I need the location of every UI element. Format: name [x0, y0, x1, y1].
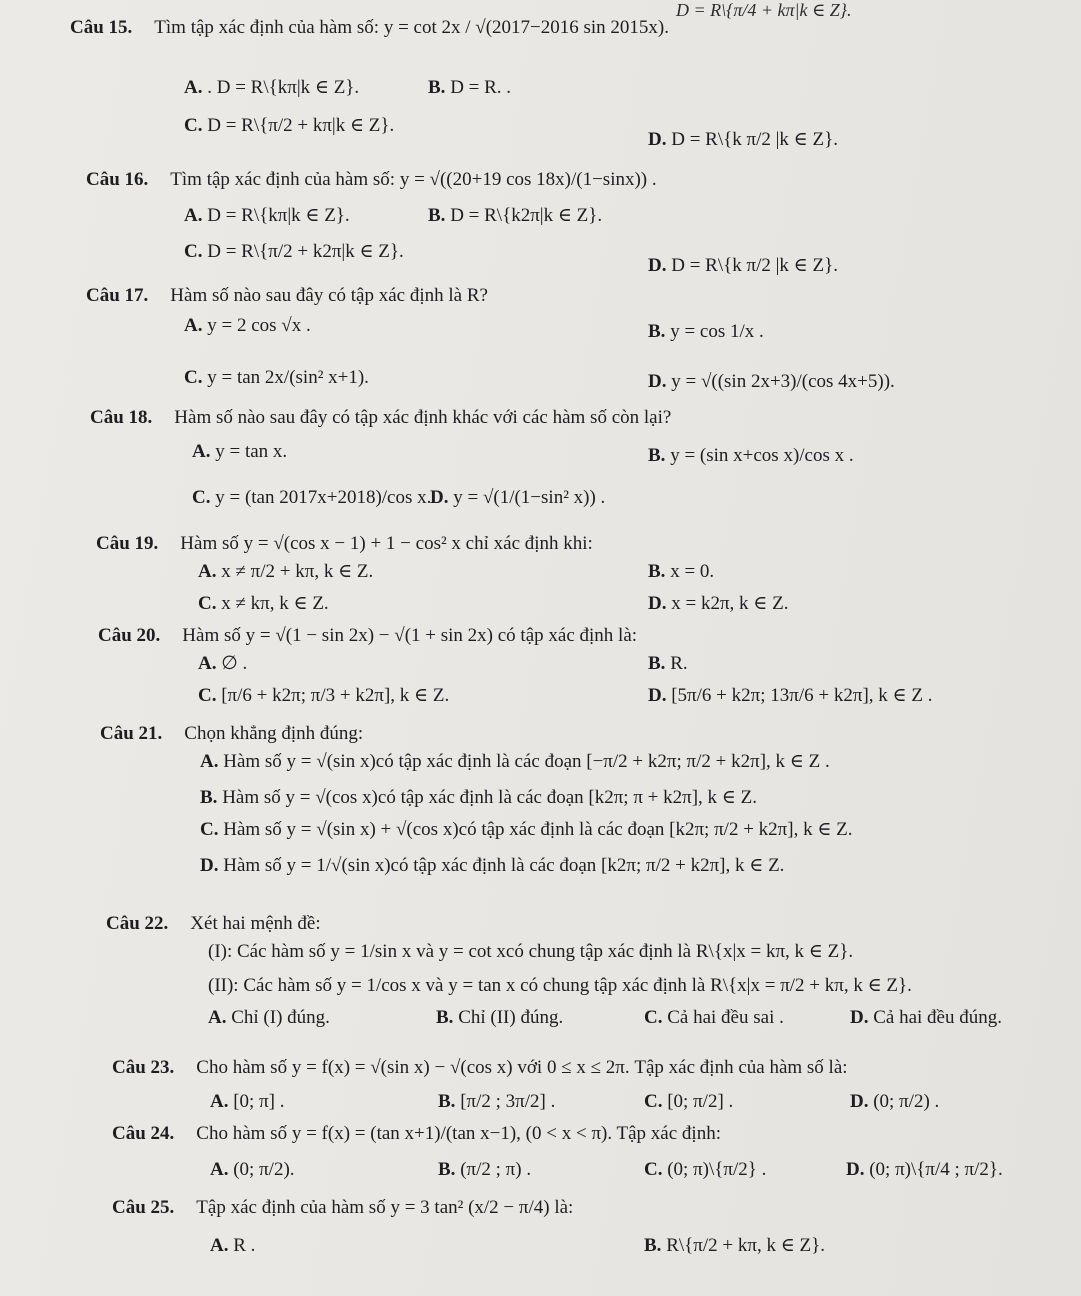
- option-letter: C.: [644, 1007, 663, 1028]
- option-letter: C.: [192, 487, 211, 508]
- question-15-stem: Câu 15. Tìm tập xác định của hàm số: y = cot 2x / √(2017−2016 sin 2015x).: [70, 17, 669, 38]
- q15-option-d: D. D = R\{k π/2 |k ∈ Z}.: [648, 129, 838, 150]
- option-letter: D.: [648, 685, 667, 706]
- q19-option-b: B. x = 0.: [648, 561, 715, 582]
- question-23-stem: Câu 23. Cho hàm số y = f(x) = √(sin x) − √(cos x) với 0 ≤ x ≤ 2π. Tập xác định của hàm số là:: [112, 1057, 848, 1078]
- option-letter: D.: [648, 255, 667, 276]
- question-number-label: Câu 18.: [90, 407, 153, 428]
- question-19-stem: Câu 19. Hàm số y = √(cos x − 1) + 1 − cos² x chỉ xác định khi:: [96, 533, 593, 554]
- q15-option-c: C. D = R\{π/2 + kπ|k ∈ Z}.: [184, 115, 395, 136]
- q16-option-b: B. D = R\{k2π|k ∈ Z}.: [428, 205, 603, 226]
- option-letter: B.: [438, 1159, 456, 1180]
- q18-option-d: D. y = √(1/(1−sin² x)) .: [430, 487, 606, 508]
- question-number-label: Câu 15.: [70, 17, 133, 38]
- q15-option-b: B. D = R. .: [428, 77, 512, 98]
- q17-option-b: B. y = cos 1/x .: [648, 321, 764, 342]
- option-letter: B.: [436, 1007, 454, 1028]
- q22-option-a: A. Chỉ (I) đúng.: [208, 1007, 330, 1028]
- q23-option-b: B. [π/2 ; 3π/2] .: [438, 1091, 556, 1112]
- q20-option-d: D. [5π/6 + k2π; 13π/6 + k2π], k ∈ Z .: [648, 685, 933, 706]
- question-number-label: Câu 16.: [86, 169, 149, 190]
- question-17-stem: Câu 17. Hàm số nào sau đây có tập xác định là R?: [86, 285, 488, 306]
- q18-option-a: A. y = tan x.: [192, 441, 288, 462]
- option-letter: A.: [210, 1159, 229, 1180]
- option-letter: D.: [430, 487, 449, 508]
- q24-option-a: A. (0; π/2).: [210, 1159, 295, 1180]
- option-letter: A.: [198, 653, 217, 674]
- q22-option-d: D. Cả hai đều đúng.: [850, 1007, 1002, 1028]
- option-letter: B.: [428, 77, 446, 98]
- option-letter: D.: [850, 1007, 869, 1028]
- option-letter: B.: [644, 1235, 662, 1256]
- option-letter: C.: [184, 241, 203, 262]
- question-number-label: Câu 17.: [86, 285, 149, 306]
- q22-option-c: C. Cả hai đều sai .: [644, 1007, 784, 1028]
- option-letter: C.: [200, 819, 219, 840]
- option-letter: A.: [210, 1235, 229, 1256]
- q20-option-a: A. ∅ .: [198, 653, 248, 674]
- option-letter: A.: [184, 315, 203, 336]
- question-number-label: Câu 25.: [112, 1197, 175, 1218]
- option-letter: A.: [200, 751, 219, 772]
- option-letter: D.: [850, 1091, 869, 1112]
- question-number-label: Câu 24.: [112, 1123, 175, 1144]
- option-letter: C.: [644, 1091, 663, 1112]
- option-letter: D.: [648, 593, 667, 614]
- option-letter: C.: [644, 1159, 663, 1180]
- q20-option-b: B. R.: [648, 653, 688, 674]
- question-number-label: Câu 19.: [96, 533, 159, 554]
- question-number-label: Câu 22.: [106, 913, 169, 934]
- q16-option-d: D. D = R\{k π/2 |k ∈ Z}.: [648, 255, 838, 276]
- q16-option-c: C. D = R\{π/2 + k2π|k ∈ Z}.: [184, 241, 404, 262]
- option-letter: C.: [184, 115, 203, 136]
- q22-statement-1: (I): Các hàm số y = 1/sin x và y = cot xcó chung tập xác định là R\{x|x = kπ, k ∈ Z}.: [208, 941, 854, 962]
- q21-option-a: A. Hàm số y = √(sin x)có tập xác định là các đoạn [−π/2 + k2π; π/2 + k2π], k ∈ Z .: [200, 751, 830, 772]
- q15-option-a: A. . D = R\{kπ|k ∈ Z}.: [184, 77, 360, 98]
- q23-option-a: A. [0; π] .: [210, 1091, 285, 1112]
- option-letter: D.: [648, 129, 667, 150]
- q24-option-d: D. (0; π)\{π/4 ; π/2}.: [846, 1159, 1003, 1180]
- option-letter: D.: [648, 371, 667, 392]
- q19-option-c: C. x ≠ kπ, k ∈ Z.: [198, 593, 329, 614]
- q17-option-c: C. y = tan 2x/(sin² x+1).: [184, 367, 369, 388]
- option-letter: B.: [428, 205, 446, 226]
- option-letter: C.: [198, 593, 217, 614]
- option-letter: A.: [198, 561, 217, 582]
- question-22-stem: Câu 22. Xét hai mệnh đề:: [106, 913, 321, 934]
- option-letter: D.: [200, 855, 219, 876]
- question-20-stem: Câu 20. Hàm số y = √(1 − sin 2x) − √(1 + sin 2x) có tập xác định là:: [98, 625, 638, 646]
- q20-option-c: C. [π/6 + k2π; π/3 + k2π], k ∈ Z.: [198, 685, 450, 706]
- option-letter: B.: [648, 445, 666, 466]
- question-16-stem: Câu 16. Tìm tập xác định của hàm số: y = √((20+19 cos 18x)/(1−sinx)) .: [86, 169, 657, 190]
- q23-option-c: C. [0; π/2] .: [644, 1091, 734, 1112]
- option-letter: A.: [210, 1091, 229, 1112]
- question-24-stem: Câu 24. Cho hàm số y = f(x) = (tan x+1)/(tan x−1), (0 < x < π). Tập xác định:: [112, 1123, 721, 1144]
- q24-option-c: C. (0; π)\{π/2} .: [644, 1159, 767, 1180]
- question-number-label: Câu 20.: [98, 625, 161, 646]
- option-letter: B.: [648, 561, 666, 582]
- option-letter: B.: [438, 1091, 456, 1112]
- option-letter: B.: [648, 321, 666, 342]
- option-letter: C.: [184, 367, 203, 388]
- q21-option-c: C. Hàm số y = √(sin x) + √(cos x)có tập xác định là các đoạn [k2π; π/2 + k2π], k ∈ Z.: [200, 819, 853, 840]
- q25-option-a: A. R .: [210, 1235, 256, 1256]
- option-letter: A.: [184, 205, 203, 226]
- option-letter: A.: [184, 77, 203, 98]
- q18-option-b: B. y = (sin x+cos x)/cos x .: [648, 445, 854, 466]
- q23-option-d: D. (0; π/2) .: [850, 1091, 940, 1112]
- q22-statement-2: (II): Các hàm số y = 1/cos x và y = tan x có chung tập xác định là R\{x|x = π/2 + kπ, k ∈ Z}.: [208, 975, 912, 996]
- cut-off-header-fragment: D = R\{π/4 + kπ|k ∈ Z}.: [676, 0, 852, 20]
- q21-option-b: B. Hàm số y = √(cos x)có tập xác định là các đoạn [k2π; π + k2π], k ∈ Z.: [200, 787, 757, 808]
- question-25-stem: Câu 25. Tập xác định của hàm số y = 3 tan² (x/2 − π/4) là:: [112, 1197, 574, 1218]
- question-number-label: Câu 21.: [100, 723, 163, 744]
- option-letter: A.: [192, 441, 211, 462]
- q18-option-c: C. y = (tan 2017x+2018)/cos x.: [192, 487, 432, 508]
- q19-option-a: A. x ≠ π/2 + kπ, k ∈ Z.: [198, 561, 374, 582]
- q24-option-b: B. (π/2 ; π) .: [438, 1159, 532, 1180]
- q22-option-b: B. Chỉ (II) đúng.: [436, 1007, 564, 1028]
- option-letter: C.: [198, 685, 217, 706]
- q19-option-d: D. x = k2π, k ∈ Z.: [648, 593, 789, 614]
- option-letter: B.: [648, 653, 666, 674]
- q16-option-a: A. D = R\{kπ|k ∈ Z}.: [184, 205, 350, 226]
- q17-option-a: A. y = 2 cos √x .: [184, 315, 311, 336]
- question-21-stem: Câu 21. Chọn khẳng định đúng:: [100, 723, 364, 744]
- q21-option-d: D. Hàm số y = 1/√(sin x)có tập xác định là các đoạn [k2π; π/2 + k2π], k ∈ Z.: [200, 855, 785, 876]
- option-letter: B.: [200, 787, 218, 808]
- q25-option-b: B. R\{π/2 + kπ, k ∈ Z}.: [644, 1235, 825, 1256]
- option-letter: A.: [208, 1007, 227, 1028]
- question-number-label: Câu 23.: [112, 1057, 175, 1078]
- option-letter: D.: [846, 1159, 865, 1180]
- question-18-stem: Câu 18. Hàm số nào sau đây có tập xác định khác với các hàm số còn lại?: [90, 407, 672, 428]
- q17-option-d: D. y = √((sin 2x+3)/(cos 4x+5)).: [648, 371, 895, 392]
